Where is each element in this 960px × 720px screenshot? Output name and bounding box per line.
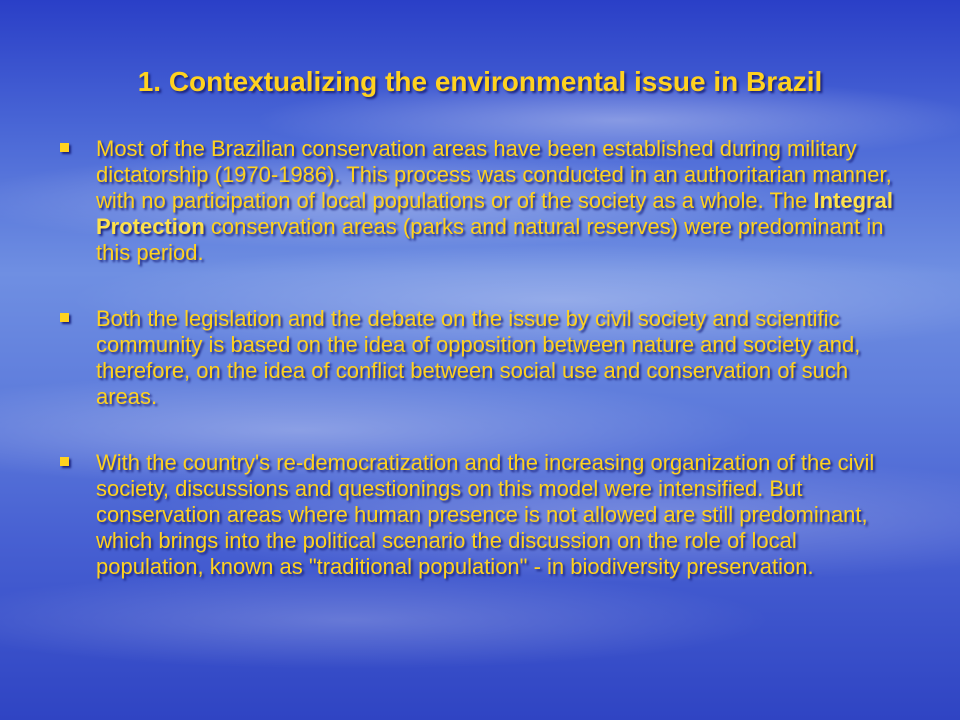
bullet-item <box>58 306 898 410</box>
bullet-item <box>58 450 898 580</box>
square-bullet-icon <box>60 457 69 466</box>
bullet-text-continued: conservation areas (parks and natural reserves) were predominant in this period. <box>96 214 884 265</box>
bullet-text: With the country's re-democratization and the increasing organization of the civil society, discussions and questionings on this model were intensified. But conservation areas where human presence is not allowed are still predominant, which brings into the political scenario the discussion on the role of local population, known as "traditional population" - in biodiversity preservation. <box>96 450 875 579</box>
square-bullet-icon <box>60 143 69 152</box>
bullet-text: Both the legislation and the debate on the issue by civil society and scientific community is based on the idea of opposition between nature and society and, therefore, on the idea of conflict between social use and conservation of such areas. <box>96 306 861 409</box>
bullet-list <box>58 136 898 620</box>
bullet-item <box>58 136 898 266</box>
bullet-text: Most of the Brazilian conservation areas have been established during military dictatorship (1970-1986). This process was conducted in an authoritarian manner, with no participation of local populations or of the society as a whole. The <box>96 136 892 213</box>
bullet-bold-term: Integral Protection <box>96 188 893 239</box>
square-bullet-icon <box>60 313 69 322</box>
slide-title: 1. Contextualizing the environmental issue in Brazil <box>137 66 823 97</box>
